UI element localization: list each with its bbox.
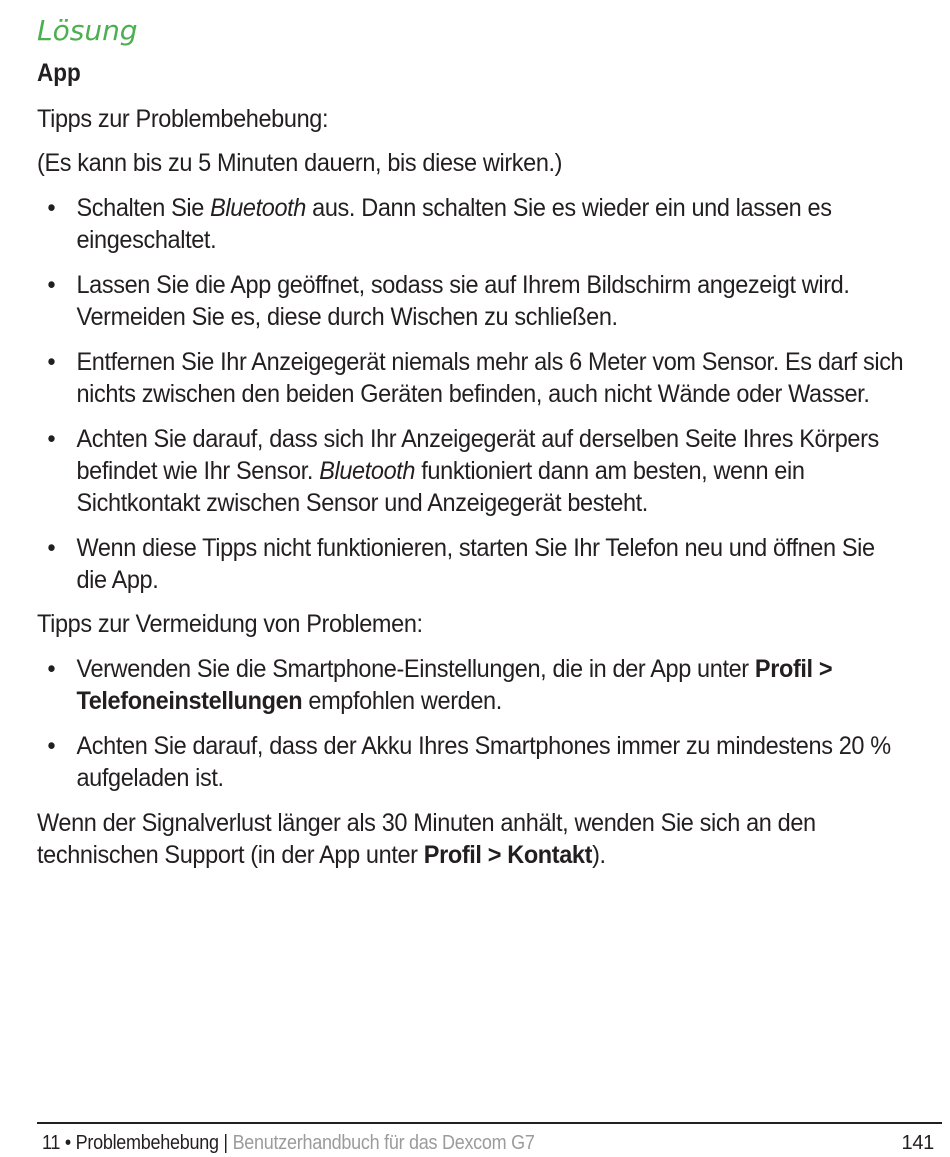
bullet-glyph: • [47,271,56,299]
menu-path-text: Profil > Kontakt [423,841,593,869]
prevention-intro: Tipps zur Vermeidung von Problemen: [37,610,423,638]
tip-line: die App. [76,566,159,594]
closing-text: ). [592,841,606,869]
closing-line [37,839,888,871]
bullet-glyph: • [47,534,56,562]
tip-line [76,685,887,717]
subheading: App [37,59,81,87]
tip-text: empfohlen werden. [302,687,502,715]
bullet-glyph: • [47,655,56,683]
prevention-tips-list [37,653,942,794]
list-item [37,423,888,519]
bullet-glyph: • [47,194,56,222]
bullet-glyph: • [47,425,56,453]
tip-line: nichts zwischen den beiden Geräten befinden, auch nicht Wände oder Wasser. [76,380,870,408]
footer-manual-title: Benutzerhandbuch für das Dexcom G7 [232,1132,535,1154]
troubleshooting-intro: Tipps zur Problembehebung: [37,105,329,133]
tip-text: Schalten Sie [76,194,211,222]
troubleshooting-tips-list [37,192,942,596]
section-title: Lösung [37,14,138,47]
tip-text: funktioniert dann am besten, wenn ein [415,457,805,485]
tip-line [76,192,887,224]
footer-divider [37,1122,942,1124]
tip-emphasis: Bluetooth [319,457,416,485]
tip-line: aufgeladen ist. [76,764,224,792]
duration-note: (Es kann bis zu 5 Minuten dauern, bis diese wirken.) [37,149,563,177]
bullet-glyph: • [47,732,56,760]
tip-line: eingeschaltet. [76,226,217,254]
list-item [37,532,888,596]
closing-paragraph [37,807,888,871]
list-item [37,730,891,794]
tip-text: Verwenden Sie die Smartphone-Einstellungen, die in der App unter [76,655,755,683]
tip-line: Vermeiden Sie es, diese durch Wischen zu schließen. [76,303,618,331]
tip-line: Entfernen Sie Ihr Anzeigegerät niemals mehr als 6 Meter vom Sensor. Es darf sich [76,348,904,376]
menu-path-text: Telefoneinstellungen [76,687,303,715]
list-item [37,346,904,410]
tip-line [76,653,887,685]
tip-line [76,455,887,487]
page-content [37,12,942,871]
tip-emphasis: Bluetooth [210,194,307,222]
list-item [37,653,888,717]
closing-line: Wenn der Signalverlust länger als 30 Minuten anhält, wenden Sie sich an den [37,809,816,837]
tip-text: aus. Dann schalten Sie es wieder ein und lassen es [306,194,832,222]
menu-path-text: Profil > [754,655,833,683]
footer-chapter: 11 • Problembehebung | [42,1132,233,1154]
tip-text: befindet wie Ihr Sensor. [76,457,320,485]
closing-text: technischen Support (in der App unter [37,841,424,869]
tip-line: Achten Sie darauf, dass der Akku Ihres Smartphones immer zu mindestens 20 % [76,732,891,760]
tip-line: Lassen Sie die App geöffnet, sodass sie auf Ihrem Bildschirm angezeigt wird. [76,271,850,299]
bullet-glyph: • [47,348,56,376]
list-item [37,192,888,256]
list-item [37,269,888,333]
tip-line: Sichtkontakt zwischen Sensor und Anzeigegerät besteht. [76,489,648,517]
tip-line: Wenn diese Tipps nicht funktionieren, starten Sie Ihr Telefon neu und öffnen Sie [76,534,875,562]
footer-caption [42,1131,535,1155]
tip-line: Achten Sie darauf, dass sich Ihr Anzeigegerät auf derselben Seite Ihres Körpers [76,425,879,453]
page-number: 141 [901,1132,934,1154]
